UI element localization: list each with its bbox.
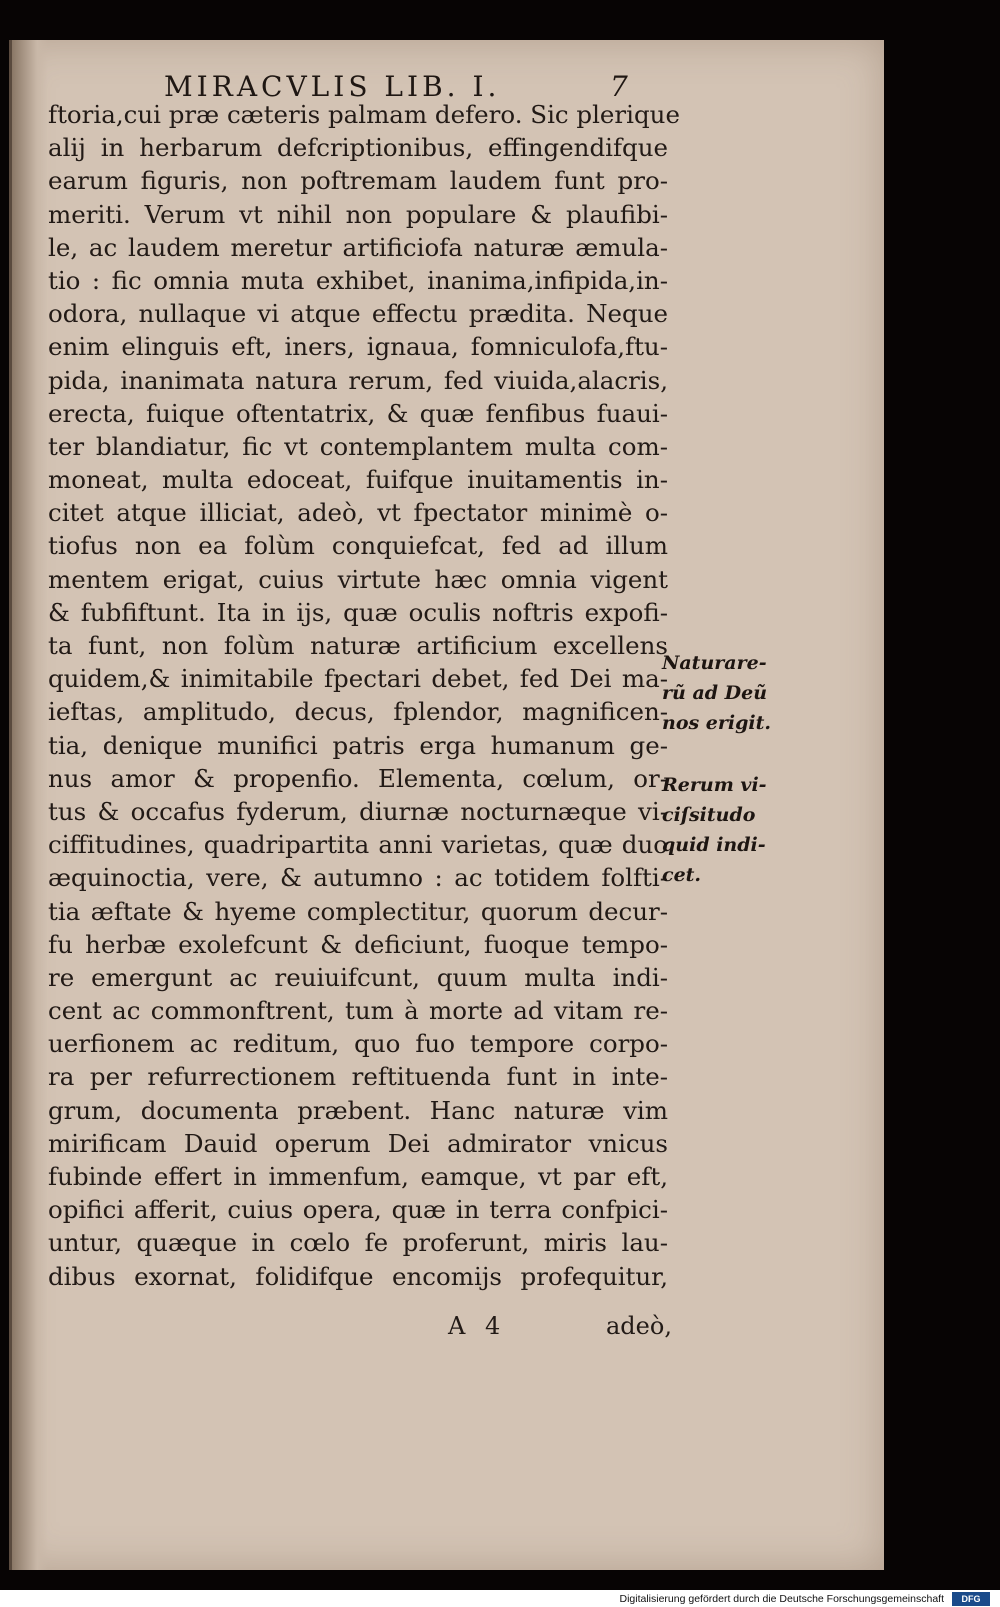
page-number: 7: [610, 70, 632, 103]
digitization-credit: Digitalisierung gefördert durch die Deutsche Forschungsgemeinschaft: [619, 1593, 944, 1605]
running-title: MIRACVLIS LIB. I.: [164, 70, 501, 103]
text-line: erecta, fuique oftentatrix, & quæ fenfibus fuaui-: [48, 398, 668, 428]
text-line: ieftas, amplitudo, decus, fplendor, magnificen-: [48, 697, 668, 727]
margin-note-line: Naturare-: [662, 652, 767, 674]
text-line: grum, documenta præbent. Hanc naturæ vim: [48, 1095, 668, 1125]
text-line: le, ac laudem meretur artificiofa naturæ æmula-: [48, 232, 668, 262]
text-line: ter blandiatur, fic vt contemplantem multa com-: [48, 431, 668, 461]
text-line: tia æftate & hyeme complectitur, quorum decur-: [48, 896, 668, 926]
text-line: & fubfiftunt. Ita in ijs, quæ oculis noftris expofi-: [48, 597, 668, 627]
text-line: æquinoctia, vere, & autumno : ac totidem folfti-: [48, 863, 668, 893]
text-line: ciffitudines, quadripartita anni varietas, quæ duo: [48, 830, 668, 860]
text-line: dibus exornat, folidifque encomijs profequitur,: [48, 1261, 668, 1291]
text-line: tia, denique munifici patris erga humanum ge-: [48, 730, 668, 760]
text-line: alij in herbarum defcriptionibus, effingendifque: [48, 133, 668, 163]
margin-note-line: quid indi-: [662, 834, 766, 856]
text-line: mirificam Dauid operum Dei admirator vnicus: [48, 1128, 668, 1158]
text-line: moneat, multa edoceat, fuifque inuitamentis in-: [48, 465, 668, 495]
text-line: citet atque illiciat, adeò, vt fpectator minimè o-: [48, 498, 668, 528]
text-line: opifici afferit, cuius opera, quæ in terra confpici-: [48, 1195, 668, 1225]
text-line: mentem erigat, cuius virtute hæc omnia vigent: [48, 564, 668, 594]
text-line: odora, nullaque vi atque effectu prædita. Neque: [48, 299, 668, 329]
text-line: cent ac commonftrent, tum à morte ad vitam re-: [48, 996, 668, 1026]
margin-note-line: nos erigit.: [662, 712, 772, 734]
text-line: meriti. Verum vt nihil non populare & plaufibi-: [48, 199, 668, 229]
text-line: tus & occafus fyderum, diurnæ nocturnæque vi-: [48, 796, 668, 826]
text-line: pida, inanimata natura rerum, fed viuida,alacris,: [48, 365, 668, 395]
text-line: earum figuris, non poftremam laudem funt pro-: [48, 166, 668, 196]
text-line: fubinde effert in immenfum, eamque, vt par eft,: [48, 1162, 668, 1191]
signature-mark: A 4: [448, 1312, 507, 1340]
catchword: adeò,: [606, 1312, 672, 1340]
margin-note-line: cet.: [662, 864, 702, 886]
text-line: enim elinguis eft, iners, ignaua, fomniculofa,ftu-: [48, 332, 668, 362]
text-line: untur, quæque in cœlo fe proferunt, miris lau-: [48, 1228, 668, 1258]
text-line: tio : fic omnia muta exhibet, inanima,infipida,in-: [48, 265, 668, 295]
text-line: ftoria,cui præ cæteris palmam defero. Sic plerique: [48, 100, 680, 129]
margin-notes: [662, 648, 802, 890]
text-line: ta funt, non folùm naturæ artificium excellens: [48, 631, 668, 660]
page-gutter-shadow: [12, 40, 48, 1570]
dfg-logo: DFG: [952, 1592, 990, 1606]
margin-note-line: ciſsitudo: [662, 804, 756, 826]
text-line: uerfionem ac reditum, quo fuo tempore corpo-: [48, 1029, 668, 1059]
text-line: quidem,& inimitabile fpectari debet, fed Dei ma-: [48, 664, 668, 694]
text-line: fu herbæ exolefcunt & deficiunt, fuoque tempo-: [48, 929, 668, 959]
text-line: nus amor & propenfio. Elementa, cœlum, or-: [48, 763, 668, 793]
margin-note-line: Rerum vi-: [662, 774, 767, 796]
body-text: [48, 98, 680, 1293]
text-line: tiofus non ea folùm conquiefcat, fed ad illum: [48, 531, 668, 561]
text-line: re emergunt ac reuiuifcunt, quum multa indi-: [48, 962, 668, 992]
margin-note-line: rũ ad Deũ: [662, 682, 768, 704]
text-line: ra per refurrectionem reftituenda funt in inte-: [48, 1062, 668, 1092]
